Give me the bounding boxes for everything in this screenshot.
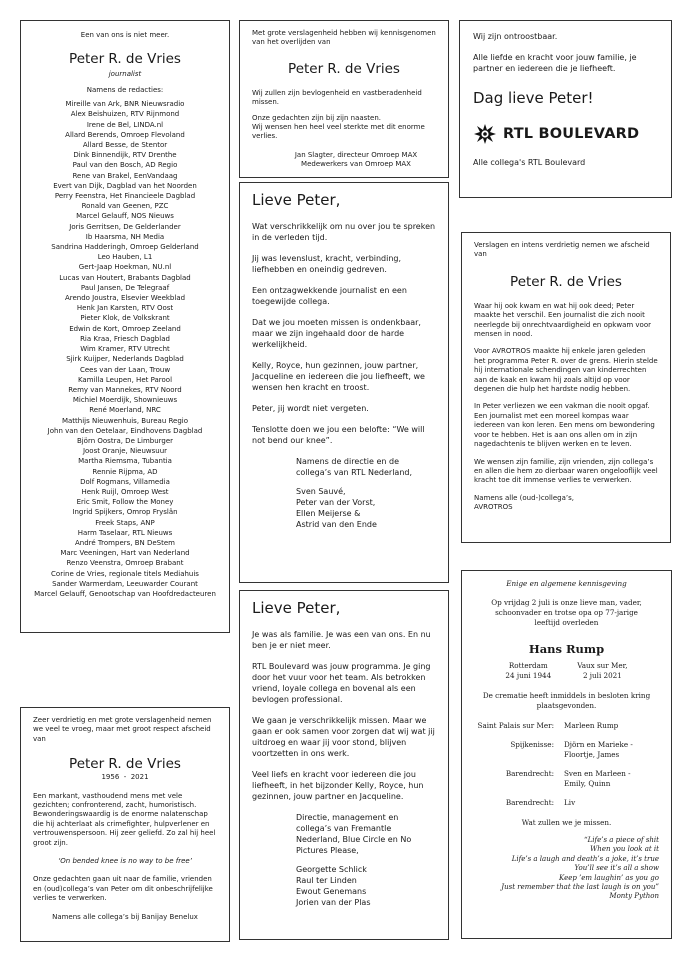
signer-name: Jorien van der Plas <box>296 898 371 907</box>
notice-paragraph: Wij wensen hen heel veel sterkte met dit enorme verlies. <box>252 123 425 141</box>
notice-heading: Enige en algemene kennisgeving <box>506 579 627 588</box>
notice-intro: Zeer verdrietig en met grote verslagenheid nemen we veel te vroeg, maar met groot respect afscheid van <box>33 716 212 743</box>
family-row <box>472 798 661 808</box>
notice-intro: Een van ons is niet meer. <box>80 31 170 39</box>
signer: Pieter Klok, de Volkskrant <box>80 314 170 323</box>
death-place: Vaux sur Mer, <box>577 661 628 670</box>
notice-paragraph: Veel liefs en kracht voor iedereen die jou liefheeft, in het bijzonder Kelly, Royce, hun gezinnen, jouw partner en Jacqueline. <box>252 770 424 801</box>
signer: Henk Jan Karsten, RTV Oost <box>76 304 174 313</box>
rtl-logo-text: RTL BOULEVARD <box>503 126 640 142</box>
signer: Dink Binnendijk, RTV Drenthe <box>73 151 177 160</box>
signer: André Trompers, BN DeStem <box>75 538 175 547</box>
family-row <box>472 769 661 789</box>
signer: Cees van der Laan, Trouw <box>79 365 171 374</box>
notice-intro: Verslagen en intens verdrietig nemen we afscheid van <box>474 241 650 259</box>
notice-dates: 1956 - 2021 <box>101 773 149 782</box>
signer-name: Astrid van den Ende <box>296 520 377 529</box>
signer: Perry Feenstra, Het Financieele Dagblad <box>54 192 196 201</box>
notice-paragraph: In Peter verliezen we een vakman die nooit opgaf. Een journalist met een moreel kompas waar iedereen van kon leren. Een mens om bewondering voor te hebben. Het is aan ons allen om in zijn nagedachtenis te blijven werken en te leven. <box>474 402 655 449</box>
signer: Marcel Gelauff, Genootschap van Hoofdredacteuren <box>34 589 216 598</box>
notice-deceased-name: Peter R. de Vries <box>288 60 400 77</box>
notice-paragraph: Wat verschrikkelijk om nu over jou te spreken in de verleden tijd. <box>252 222 436 242</box>
notice-signature: Directie, management en collega’s van Fremantle Nederland, Blue Circle en No Pictures Please, <box>296 813 412 855</box>
signer: Sander Warmerdam, Leeuwarder Courant <box>52 579 198 588</box>
notice-farewell: Dag lieve Peter! <box>473 89 594 107</box>
signer: Leo Hauben, L1 <box>97 253 153 262</box>
notice-deceased-name: Peter R. de Vries <box>510 273 622 290</box>
signer: Paul Jansen, De Telegraaf <box>80 283 170 292</box>
signer: Freek Staps, ANP <box>95 518 155 527</box>
death-date: 2 juli 2021 <box>582 671 622 680</box>
signer: Sjirk Kuijper, Nederlands Dagblad <box>66 355 184 364</box>
signer: Joost Oranje, Nieuwsuur <box>82 447 168 456</box>
notice-paragraph: Onze gedachten zijn bij zijn naasten. <box>252 113 382 122</box>
family-place: Spijkenisse: <box>510 740 554 749</box>
poem-line: Life’s a laugh and death’s a joke, it’s true <box>511 854 659 863</box>
notice-paragraph: Je was als familie. Je was een van ons. En nu ben je er niet meer. <box>252 630 431 650</box>
signer: Ria Kraa, Friesch Dagblad <box>80 334 170 343</box>
signer: Dolf Rogmans, Villamedia <box>80 477 170 486</box>
notice-hans-rump <box>461 570 672 939</box>
notice-paragraph: Een ontzagwekkende journalist en een toegewijde collega. <box>252 286 407 306</box>
notice-avrotros <box>461 232 671 543</box>
poem-line: When you look at it <box>590 845 659 854</box>
notice-subhead: Namens de redacties: <box>86 85 164 94</box>
family-list <box>472 721 661 808</box>
notice-redacties <box>20 20 230 633</box>
notice-paragraph: Wij zullen zijn bevlogenheid en vastberadenheid missen. <box>252 88 422 107</box>
notice-paragraph: Een markant, vasthoudend mens met vele gezichten; confronterend, zacht, humoristisch. Bewonderingswaardig is de enorme nalatenschap die hij achterlaat als crimefighter, hulpverlener en vertrouwenspersoon. Hij zeer geliefd. Zo zal hij heel groot zijn. <box>33 791 216 847</box>
notice-rtl-nederland <box>239 182 449 583</box>
signer-name: Ewout Genemans <box>296 887 367 896</box>
signer: Björn Oostra, De Limburger <box>76 436 174 445</box>
signer: Harm Taselaar, RTL Nieuws <box>77 528 173 537</box>
notice-paragraph: Dat we jou moeten missen is ondenkbaar, maar we zijn ingehaald door de harde werkelijkheid. <box>252 318 421 349</box>
signer: Irene de Bel, LINDA.nl <box>86 120 164 129</box>
notice-paragraph: Onze gedachten gaan uit naar de familie, vrienden en (oud)collega’s van Peter om dit onbeschrijfelijke verlies te verwerken. <box>33 875 213 903</box>
signer: Marcel Gelauff, NOS Nieuws <box>76 212 174 221</box>
signer: Matthijs Nieuwenhuis, Bureau Regio <box>61 416 189 425</box>
notice-greeting: Lieve Peter, <box>252 191 341 209</box>
poem-line: You’ll see it’s all a show <box>574 864 659 873</box>
notice-signature: Namens de directie en de collega’s van RTL Nederland, <box>296 457 413 477</box>
notice-deceased-name: Peter R. de Vries <box>69 51 181 68</box>
notice-paragraph: We gaan je verschrikkelijk missen. Maar we gaan er ook samen voor zorgen dat wij wat jij uitdroeg en waar jij voor stond, blijven voortzetten in ons werk. <box>252 716 435 758</box>
family-names: Sven en Marleen - Emily, Quinn <box>564 769 631 788</box>
notice-greeting: Lieve Peter, <box>252 599 341 617</box>
notice-paragraph: Peter, jij wordt niet vergeten. <box>252 404 369 413</box>
signer: Rene van Brakel, EenVandaag <box>72 171 178 180</box>
rtl-boulevard-logo <box>473 123 658 145</box>
poem-attribution: Monty Python <box>609 892 659 901</box>
signer: Ronald van Geenen, PZC <box>81 202 169 211</box>
notice-quote: ‘On bended knee is no way to be free’ <box>58 857 192 866</box>
signer: Corine de Vries, regionale titels Mediahuis <box>51 569 199 578</box>
signer: Ib Haarsma, NH Media <box>85 232 165 241</box>
family-names: Liv <box>564 798 576 807</box>
notice-cremation: De crematie heeft inmiddels in besloten kring plaatsgevonden. <box>482 691 651 710</box>
signer: Wim Kramer, RTV Utrecht <box>80 345 170 354</box>
signer-name: Sven Sauvé, <box>296 487 346 496</box>
notice-missing: Wat zullen we je missen. <box>521 818 612 827</box>
signer: Eric Smit, Follow the Money <box>76 498 174 507</box>
notice-role: journalist <box>108 70 142 79</box>
notice-signature: Namens alle collega’s bij Banijay Benelux <box>52 912 198 921</box>
signer: Michiel Moerdijk, Shownieuws <box>72 396 178 405</box>
notice-paragraph: Alle liefde en kracht voor jouw familie, je partner en iedereen die je liefheeft. <box>473 53 637 73</box>
notice-rtl-boulevard <box>459 20 672 198</box>
signer: Joris Gerritsen, De Gelderlander <box>69 222 181 231</box>
signer: Evert van Dijk, Dagblad van het Noorden <box>53 181 197 190</box>
notice-signature: Namens alle (oud-)collega’s, <box>474 493 574 502</box>
poem-line: “Life’s a piece of shit <box>584 836 659 844</box>
signer: Renzo Veenstra, Omroep Brabant <box>66 559 184 568</box>
signer: Remy van Mannekes, RTV Noord <box>68 385 182 394</box>
poem-line: Keep ’em laughin’ as you go <box>559 873 659 882</box>
notice-intro: Op vrijdag 2 juli is onze lieve man, vader, schoonvader en trotse opa op 77-jarige leeftijd overleden <box>491 598 642 627</box>
notice-life-dates <box>472 661 661 681</box>
notice-signature: Medewerkers van Omroep MAX <box>301 160 411 169</box>
notice-signature: Alle collega's RTL Boulevard <box>473 158 586 167</box>
signer: Marc Veeningen, Hart van Nederland <box>60 549 190 558</box>
signer-name: Raul ter Linden <box>296 876 357 885</box>
rtl-burst-icon <box>473 123 497 145</box>
signer: Kamilla Leupen, Het Parool <box>77 375 173 384</box>
family-place: Saint Palais sur Mer: <box>477 721 554 730</box>
signer: Mireille van Ark, BNR Nieuwsradio <box>65 100 185 109</box>
signer: Lucas van Houtert, Brabants Dagblad <box>59 273 191 282</box>
signer: Allard Besse, de Stentor <box>82 141 168 150</box>
signer: Gert-Jaap Hoekman, NU.nl <box>78 263 172 272</box>
signer: Paul van den Bosch, AD Regio <box>72 161 178 170</box>
notice-paragraph: RTL Boulevard was jouw programma. Je ging door het vuur voor het team. Als betrokken vriend, loyale collega en bovenal als een bevlogen professional. <box>252 662 431 704</box>
family-names: Djörn en Marieke - Floortje, James <box>564 740 633 759</box>
birth-date: 24 juni 1944 <box>505 671 552 680</box>
notice-paragraph: Wij zijn ontroostbaar. <box>473 32 558 41</box>
signer: Arendo Joustra, Elsevier Weekblad <box>64 294 186 303</box>
poem <box>472 836 661 902</box>
family-row <box>472 740 661 760</box>
signer: John van den Oetelaar, Eindhovens Dagblad <box>47 426 203 435</box>
notice-paragraph: We wensen zijn familie, zijn vrienden, zijn collega’s en allen die hem zo dierbaar waren ongelooflijk veel kracht toe dit immense verlies te verwerken. <box>474 457 658 485</box>
signer: Henk Ruijl, Omroep West <box>81 487 169 496</box>
family-place: Barendrecht: <box>505 798 554 807</box>
family-row <box>472 721 661 731</box>
notice-banijay <box>20 707 230 942</box>
notice-deceased-name: Hans Rump <box>528 642 605 656</box>
signer: Allard Berends, Omroep Flevoland <box>65 130 185 139</box>
notice-paragraph: Waar hij ook kwam en wat hij ook deed; Peter maakte het verschil. Een journalist die zich nooit neerlegde bij onrechtvaardigheid en opkwam voor mensen in nood. <box>474 301 651 339</box>
signer: Sandrina Hadderingh, Omroep Gelderland <box>51 243 199 252</box>
notice-intro: Met grote verslagenheid hebben wij kennisgenomen van het overlijden van <box>252 29 436 47</box>
poem-line: Just remember that the last laugh is on you” <box>501 883 659 892</box>
signer-name: Georgette Schlick <box>296 865 367 874</box>
signer: Edwin de Kort, Omroep Zeeland <box>69 324 181 333</box>
signer: Alex Beishuizen, RTV Rijnmond <box>70 110 180 119</box>
notice-omroep-max <box>239 20 449 178</box>
notice-paragraph: Kelly, Royce, hun gezinnen, jouw partner, Jacqueline en iedereen die jou liefheeft, we wensen hen kracht en troost. <box>252 361 425 392</box>
notice-paragraph: Tenslotte doen we jou een belofte: “We will not bend our knee”. <box>252 425 425 445</box>
notice-deceased-name: Peter R. de Vries <box>69 756 181 773</box>
signer: Rennie Rijpma, AD <box>92 467 158 476</box>
birth-place: Rotterdam <box>508 661 548 670</box>
signer-name: Peter van der Vorst, <box>296 498 376 507</box>
notice-signature: Jan Slagter, directeur Omroep MAX <box>294 150 418 159</box>
signer: René Moerland, NRC <box>89 406 161 415</box>
signer-name: Ellen Meijerse & <box>296 509 361 518</box>
signer: Ingrid Spijkers, Omrop Fryslân <box>72 508 178 517</box>
notice-signature: AVROTROS <box>474 503 513 512</box>
family-place: Barendrecht: <box>505 769 554 778</box>
signer-list <box>21 99 229 599</box>
signer: Martha Riemsma, Tubantia <box>78 457 172 466</box>
family-names: Marleen Rump <box>564 721 619 730</box>
notice-paragraph: Jij was levenslust, kracht, verbinding, liefhebben en oneindig gedreven. <box>252 254 402 274</box>
notice-paragraph: Voor AVROTROS maakte hij enkele jaren geleden het programma Peter R. over de grens. Hierin stelde hij internationale schendingen van kinderrechten aan de kaak en kwam hij zoals altijd op voor degenen die hulp het hardste nodig hebben. <box>474 347 658 394</box>
notice-fremantle <box>239 590 449 940</box>
